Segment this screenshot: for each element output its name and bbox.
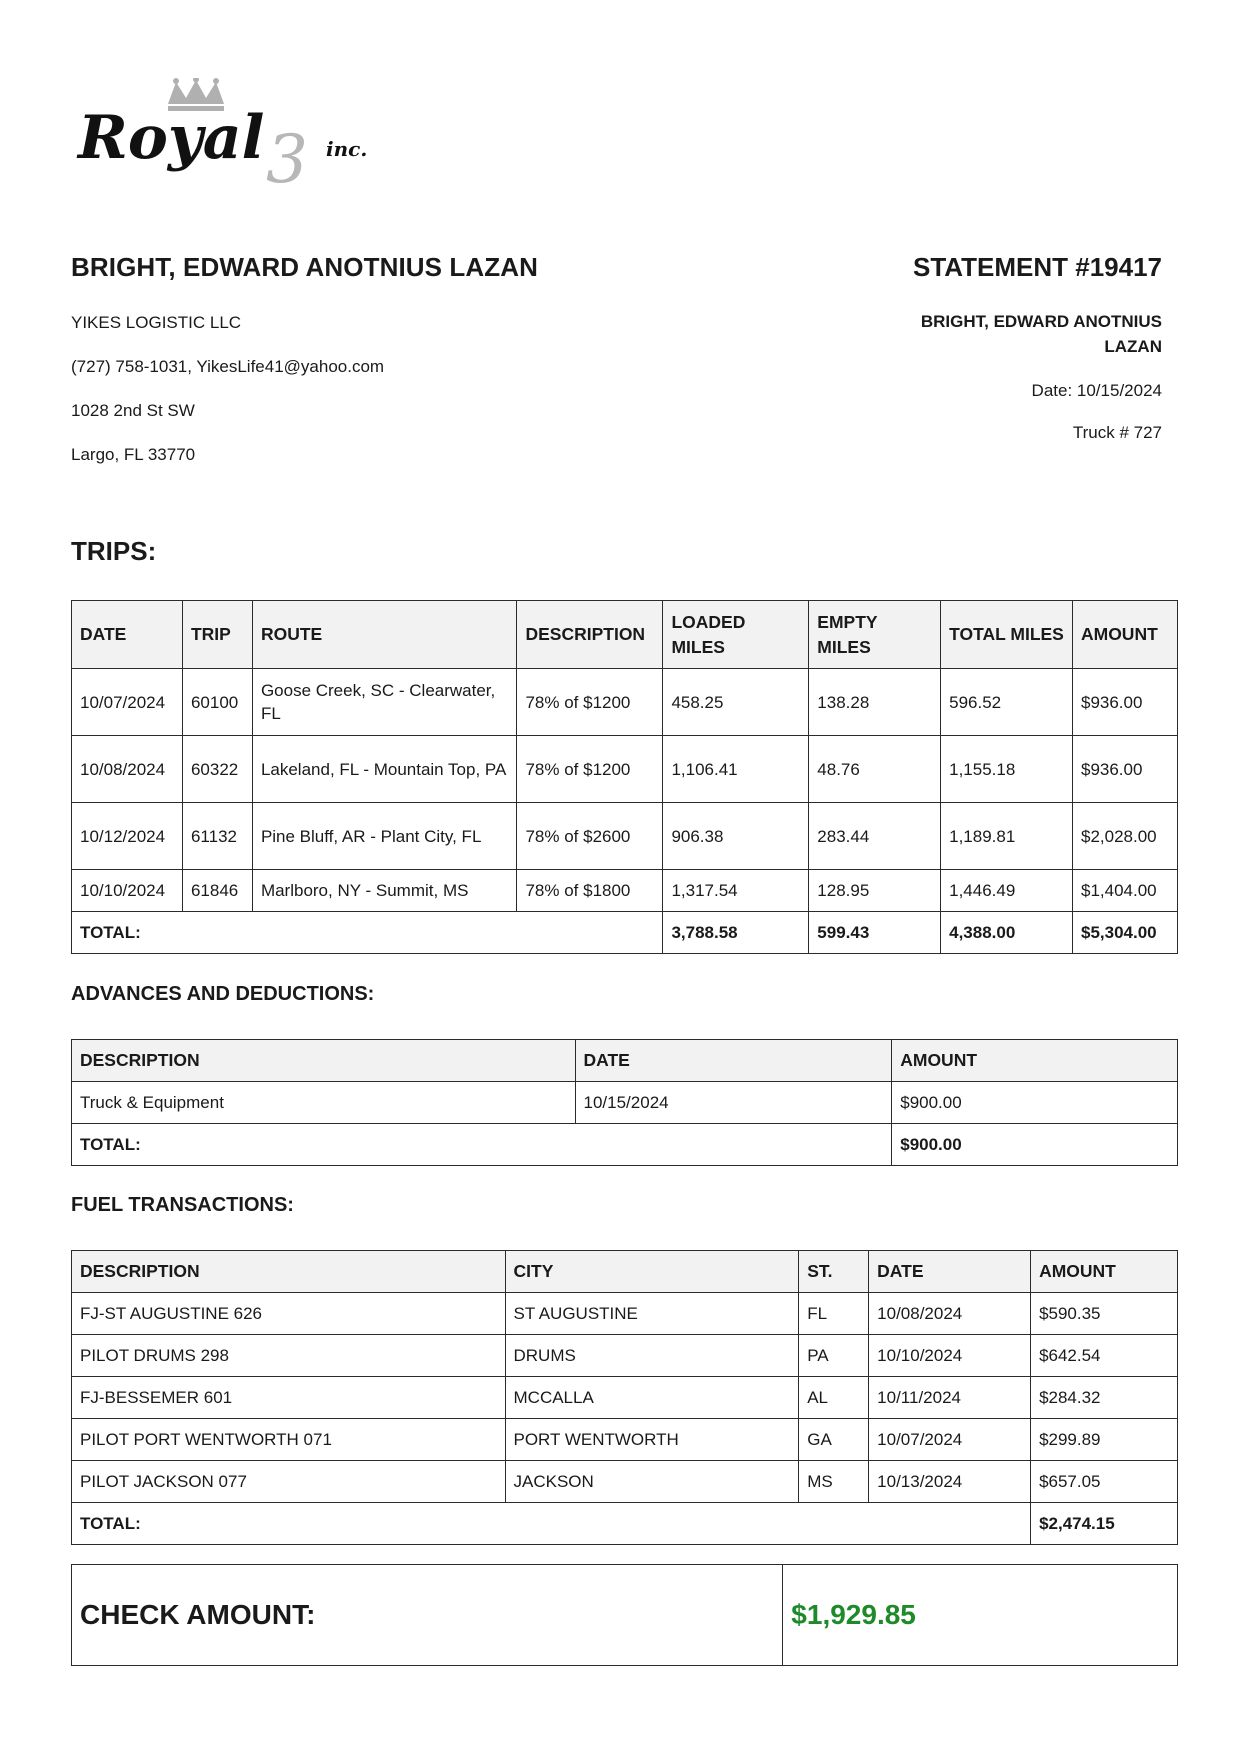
trips-total-empty-miles: 599.43 [809, 912, 941, 954]
trip-empty-miles: 138.28 [809, 669, 941, 736]
advance-date: 10/15/2024 [575, 1082, 892, 1124]
trip-amount: $2,028.00 [1072, 803, 1177, 870]
trips-header-date: DATE [72, 601, 183, 669]
table-row [72, 736, 1178, 803]
driver-info [71, 252, 711, 477]
advances-table [71, 1039, 1178, 1166]
trip-date: 10/12/2024 [72, 803, 183, 870]
trip-amount: $936.00 [1072, 669, 1177, 736]
fuel-header-date: DATE [869, 1251, 1031, 1293]
trip-date: 10/10/2024 [72, 870, 183, 912]
table-row [72, 1461, 1178, 1503]
advance-description: Truck & Equipment [72, 1082, 576, 1124]
fuel-city: PORT WENTWORTH [505, 1419, 799, 1461]
trips-total-amount: $5,304.00 [1072, 912, 1177, 954]
trip-total-miles: 1,446.49 [941, 870, 1073, 912]
trip-number: 61132 [182, 803, 252, 870]
fuel-title: FUEL TRANSACTIONS: [71, 1194, 294, 1216]
fuel-amount: $299.89 [1031, 1419, 1178, 1461]
fuel-header-description: DESCRIPTION [72, 1251, 506, 1293]
fuel-total-label: TOTAL: [72, 1503, 1031, 1545]
statement-info [742, 252, 1162, 443]
table-row [72, 1335, 1178, 1377]
trip-description: 78% of $2600 [517, 803, 663, 870]
trip-description: 78% of $1800 [517, 870, 663, 912]
trips-total-total-miles: 4,388.00 [941, 912, 1073, 954]
trips-header-route: ROUTE [252, 601, 517, 669]
statement-title: STATEMENT #19417 [912, 252, 1162, 282]
trip-loaded-miles: 906.38 [663, 803, 809, 870]
table-row [72, 669, 1178, 736]
fuel-city: JACKSON [505, 1461, 799, 1503]
trip-empty-miles: 48.76 [809, 736, 941, 803]
driver-company: YIKES LOGISTIC LLC [71, 313, 242, 332]
fuel-amount: $590.35 [1031, 1293, 1178, 1335]
fuel-header-city: CITY [505, 1251, 799, 1293]
trip-route: Pine Bluff, AR - Plant City, FL [252, 803, 517, 870]
fuel-table [71, 1250, 1178, 1545]
trips-header-amount: AMOUNT [1072, 601, 1177, 669]
table-row [72, 870, 1178, 912]
trips-table [71, 600, 1178, 954]
driver-address-line1: 1028 2nd St SW [71, 401, 195, 420]
trip-loaded-miles: 458.25 [663, 669, 809, 736]
trip-total-miles: 1,155.18 [941, 736, 1073, 803]
advances-total-label: TOTAL: [72, 1124, 892, 1166]
driver-address-line2: Largo, FL 33770 [71, 445, 196, 464]
fuel-amount: $284.32 [1031, 1377, 1178, 1419]
fuel-total-amount: $2,474.15 [1031, 1503, 1178, 1545]
trips-title: TRIPS: [71, 536, 157, 566]
statement-date: Date: 10/15/2024 [1031, 381, 1162, 400]
trip-date: 10/07/2024 [72, 669, 183, 736]
trips-total-row [72, 912, 1178, 954]
trip-total-miles: 1,189.81 [941, 803, 1073, 870]
fuel-city: MCCALLA [505, 1377, 799, 1419]
trip-number: 60100 [182, 669, 252, 736]
table-row [72, 1419, 1178, 1461]
trip-description: 78% of $1200 [517, 736, 663, 803]
fuel-date: 10/08/2024 [869, 1293, 1031, 1335]
trip-number: 60322 [182, 736, 252, 803]
trip-loaded-miles: 1,317.54 [663, 870, 809, 912]
statement-name-line2: LAZAN [1104, 337, 1162, 356]
trip-description: 78% of $1200 [517, 669, 663, 736]
fuel-header-state: ST. [799, 1251, 869, 1293]
trips-header-total-miles: TOTAL MILES [941, 601, 1073, 669]
logo-suffix: inc. [326, 137, 368, 161]
statement-truck: Truck # 727 [1072, 423, 1162, 442]
fuel-state: AL [799, 1377, 869, 1419]
trip-loaded-miles: 1,106.41 [663, 736, 809, 803]
fuel-description: FJ-ST AUGUSTINE 626 [72, 1293, 506, 1335]
trips-total-label: TOTAL: [72, 912, 663, 954]
trips-header-loaded-miles: LOADED MILES [663, 601, 809, 669]
logo-text: Royal [78, 103, 265, 173]
fuel-state: MS [799, 1461, 869, 1503]
fuel-total-row [72, 1503, 1178, 1545]
table-row [72, 1377, 1178, 1419]
advances-total-amount: $900.00 [892, 1124, 1178, 1166]
company-logo [76, 78, 386, 188]
fuel-description: PILOT DRUMS 298 [72, 1335, 506, 1377]
fuel-description: FJ-BESSEMER 601 [72, 1377, 506, 1419]
trips-header-description: DESCRIPTION [517, 601, 663, 669]
fuel-state: GA [799, 1419, 869, 1461]
trip-number: 61846 [182, 870, 252, 912]
fuel-city: ST AUGUSTINE [505, 1293, 799, 1335]
trips-header-trip: TRIP [182, 601, 252, 669]
fuel-city: DRUMS [505, 1335, 799, 1377]
advances-title: ADVANCES AND DEDUCTIONS: [71, 983, 375, 1005]
advances-header-description: DESCRIPTION [72, 1040, 576, 1082]
trip-amount: $936.00 [1072, 736, 1177, 803]
driver-contact: (727) 758-1031, YikesLife41@yahoo.com [71, 357, 385, 376]
statement-name-line1: BRIGHT, EDWARD ANOTNIUS [920, 312, 1162, 331]
fuel-header-amount: AMOUNT [1031, 1251, 1178, 1293]
trips-total-loaded-miles: 3,788.58 [663, 912, 809, 954]
trip-empty-miles: 283.44 [809, 803, 941, 870]
table-row [72, 803, 1178, 870]
trip-amount: $1,404.00 [1072, 870, 1177, 912]
fuel-state: FL [799, 1293, 869, 1335]
advance-amount: $900.00 [892, 1082, 1178, 1124]
fuel-description: PILOT PORT WENTWORTH 071 [72, 1419, 506, 1461]
trip-empty-miles: 128.95 [809, 870, 941, 912]
fuel-amount: $642.54 [1031, 1335, 1178, 1377]
fuel-date: 10/13/2024 [869, 1461, 1031, 1503]
advances-total-row [72, 1124, 1178, 1166]
trip-date: 10/08/2024 [72, 736, 183, 803]
fuel-description: PILOT JACKSON 077 [72, 1461, 506, 1503]
fuel-amount: $657.05 [1031, 1461, 1178, 1503]
fuel-date: 10/07/2024 [869, 1419, 1031, 1461]
trip-total-miles: 596.52 [941, 669, 1073, 736]
trips-header-empty-miles: EMPTY MILES [809, 601, 941, 669]
table-row [72, 1082, 1178, 1124]
fuel-date: 10/10/2024 [869, 1335, 1031, 1377]
fuel-date: 10/11/2024 [869, 1377, 1031, 1419]
advances-header-amount: AMOUNT [892, 1040, 1178, 1082]
trip-route: Goose Creek, SC - Clearwater, FL [252, 669, 517, 736]
check-amount-value: $1,929.85 [783, 1565, 1178, 1666]
logo-numeral: 3 [266, 121, 308, 188]
table-row [72, 1293, 1178, 1335]
advances-header-date: DATE [575, 1040, 892, 1082]
fuel-state: PA [799, 1335, 869, 1377]
check-amount-box [71, 1564, 1178, 1666]
trip-route: Marlboro, NY - Summit, MS [252, 870, 517, 912]
driver-name: BRIGHT, EDWARD ANOTNIUS LAZAN [71, 252, 539, 282]
trip-route: Lakeland, FL - Mountain Top, PA [252, 736, 517, 803]
check-amount-label: CHECK AMOUNT: [72, 1565, 783, 1666]
